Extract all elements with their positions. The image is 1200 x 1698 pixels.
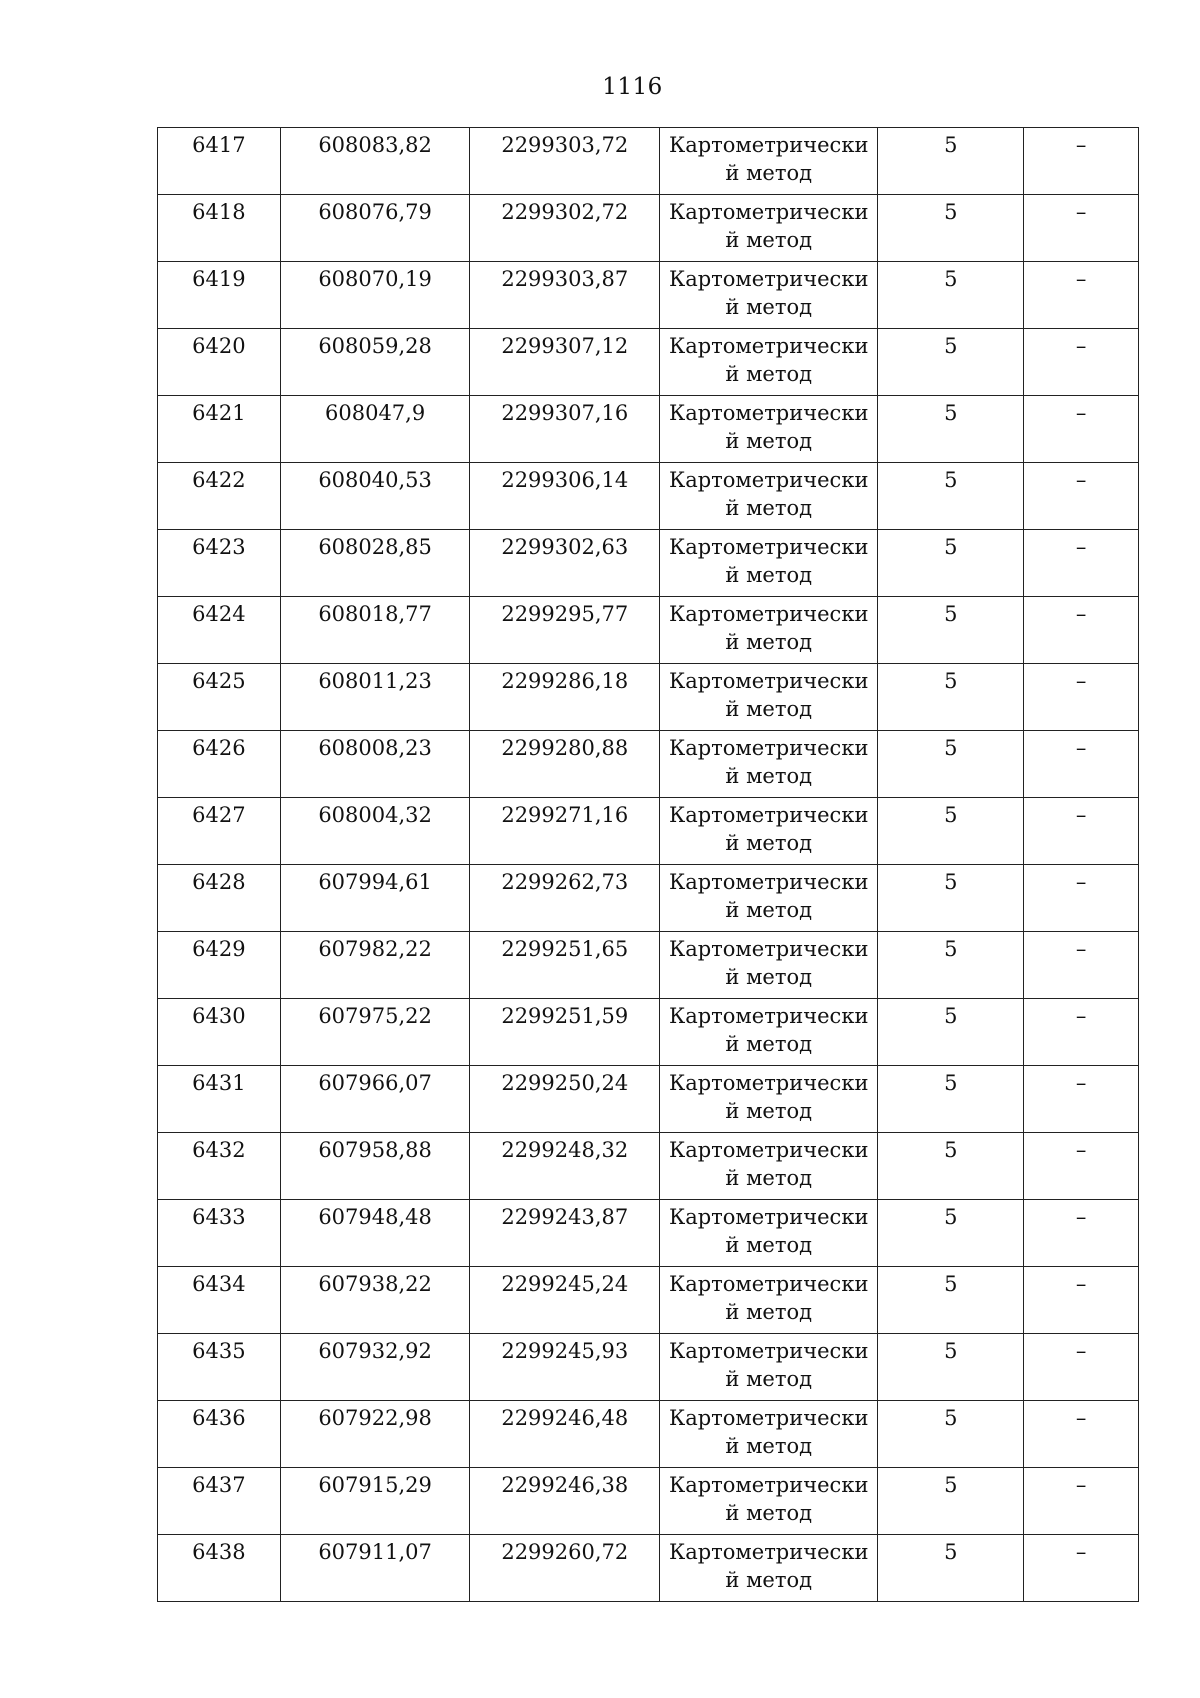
note-cell: – bbox=[1024, 1468, 1139, 1535]
y-coordinate-cell: 2299248,32 bbox=[470, 1133, 660, 1200]
page-number: 1116 bbox=[602, 74, 663, 100]
method-cell: Картометрически й метод bbox=[660, 1334, 878, 1401]
x-coordinate-cell: 608028,85 bbox=[280, 530, 470, 597]
note-cell: – bbox=[1024, 731, 1139, 798]
y-coordinate-cell: 2299262,73 bbox=[470, 865, 660, 932]
note-cell: – bbox=[1024, 1334, 1139, 1401]
x-coordinate-cell: 608083,82 bbox=[280, 128, 470, 195]
table-row bbox=[158, 396, 1139, 463]
note-cell: – bbox=[1024, 798, 1139, 865]
precision-cell: 5 bbox=[878, 1401, 1024, 1468]
method-cell: Картометрически й метод bbox=[660, 865, 878, 932]
method-cell: Картометрически й метод bbox=[660, 1535, 878, 1602]
note-cell: – bbox=[1024, 597, 1139, 664]
precision-cell: 5 bbox=[878, 195, 1024, 262]
note-cell: – bbox=[1024, 999, 1139, 1066]
point-number-cell: 6422 bbox=[158, 463, 281, 530]
method-cell: Картометрически й метод bbox=[660, 664, 878, 731]
y-coordinate-cell: 2299295,77 bbox=[470, 597, 660, 664]
y-coordinate-cell: 2299260,72 bbox=[470, 1535, 660, 1602]
x-coordinate-cell: 607966,07 bbox=[280, 1066, 470, 1133]
table-row bbox=[158, 128, 1139, 195]
table-row bbox=[158, 1267, 1139, 1334]
method-cell: Картометрически й метод bbox=[660, 128, 878, 195]
point-number-cell: 6417 bbox=[158, 128, 281, 195]
table-row bbox=[158, 664, 1139, 731]
y-coordinate-cell: 2299245,24 bbox=[470, 1267, 660, 1334]
method-cell: Картометрически й метод bbox=[660, 932, 878, 999]
x-coordinate-cell: 607975,22 bbox=[280, 999, 470, 1066]
table-row bbox=[158, 865, 1139, 932]
y-coordinate-cell: 2299303,87 bbox=[470, 262, 660, 329]
table-row bbox=[158, 1334, 1139, 1401]
y-coordinate-cell: 2299246,38 bbox=[470, 1468, 660, 1535]
point-number-cell: 6438 bbox=[158, 1535, 281, 1602]
precision-cell: 5 bbox=[878, 932, 1024, 999]
note-cell: – bbox=[1024, 664, 1139, 731]
x-coordinate-cell: 607958,88 bbox=[280, 1133, 470, 1200]
method-cell: Картометрически й метод bbox=[660, 329, 878, 396]
x-coordinate-cell: 608040,53 bbox=[280, 463, 470, 530]
table-row bbox=[158, 1535, 1139, 1602]
method-cell: Картометрически й метод bbox=[660, 1267, 878, 1334]
method-cell: Картометрически й метод bbox=[660, 731, 878, 798]
method-cell: Картометрически й метод bbox=[660, 195, 878, 262]
table-row bbox=[158, 1133, 1139, 1200]
x-coordinate-cell: 608008,23 bbox=[280, 731, 470, 798]
x-coordinate-cell: 608018,77 bbox=[280, 597, 470, 664]
note-cell: – bbox=[1024, 932, 1139, 999]
y-coordinate-cell: 2299243,87 bbox=[470, 1200, 660, 1267]
method-cell: Картометрически й метод bbox=[660, 1401, 878, 1468]
note-cell: – bbox=[1024, 329, 1139, 396]
y-coordinate-cell: 2299306,14 bbox=[470, 463, 660, 530]
y-coordinate-cell: 2299271,16 bbox=[470, 798, 660, 865]
point-number-cell: 6425 bbox=[158, 664, 281, 731]
point-number-cell: 6426 bbox=[158, 731, 281, 798]
point-number-cell: 6428 bbox=[158, 865, 281, 932]
note-cell: – bbox=[1024, 1066, 1139, 1133]
precision-cell: 5 bbox=[878, 463, 1024, 530]
precision-cell: 5 bbox=[878, 999, 1024, 1066]
x-coordinate-cell: 607915,29 bbox=[280, 1468, 470, 1535]
point-number-cell: 6431 bbox=[158, 1066, 281, 1133]
precision-cell: 5 bbox=[878, 329, 1024, 396]
point-number-cell: 6421 bbox=[158, 396, 281, 463]
x-coordinate-cell: 608047,9 bbox=[280, 396, 470, 463]
method-cell: Картометрически й метод bbox=[660, 396, 878, 463]
precision-cell: 5 bbox=[878, 1133, 1024, 1200]
y-coordinate-cell: 2299302,72 bbox=[470, 195, 660, 262]
x-coordinate-cell: 608059,28 bbox=[280, 329, 470, 396]
precision-cell: 5 bbox=[878, 128, 1024, 195]
precision-cell: 5 bbox=[878, 1066, 1024, 1133]
x-coordinate-cell: 607922,98 bbox=[280, 1401, 470, 1468]
precision-cell: 5 bbox=[878, 1468, 1024, 1535]
point-number-cell: 6423 bbox=[158, 530, 281, 597]
table-row bbox=[158, 1468, 1139, 1535]
table-row bbox=[158, 932, 1139, 999]
precision-cell: 5 bbox=[878, 798, 1024, 865]
x-coordinate-cell: 607994,61 bbox=[280, 865, 470, 932]
point-number-cell: 6432 bbox=[158, 1133, 281, 1200]
point-number-cell: 6427 bbox=[158, 798, 281, 865]
precision-cell: 5 bbox=[878, 530, 1024, 597]
precision-cell: 5 bbox=[878, 597, 1024, 664]
method-cell: Картометрически й метод bbox=[660, 1133, 878, 1200]
x-coordinate-cell: 607932,92 bbox=[280, 1334, 470, 1401]
note-cell: – bbox=[1024, 865, 1139, 932]
precision-cell: 5 bbox=[878, 731, 1024, 798]
precision-cell: 5 bbox=[878, 865, 1024, 932]
y-coordinate-cell: 2299307,16 bbox=[470, 396, 660, 463]
method-cell: Картометрически й метод bbox=[660, 999, 878, 1066]
table-row bbox=[158, 1066, 1139, 1133]
table-row bbox=[158, 731, 1139, 798]
x-coordinate-cell: 608011,23 bbox=[280, 664, 470, 731]
y-coordinate-cell: 2299245,93 bbox=[470, 1334, 660, 1401]
point-number-cell: 6434 bbox=[158, 1267, 281, 1334]
method-cell: Картометрически й метод bbox=[660, 463, 878, 530]
point-number-cell: 6424 bbox=[158, 597, 281, 664]
table-row bbox=[158, 597, 1139, 664]
y-coordinate-cell: 2299250,24 bbox=[470, 1066, 660, 1133]
precision-cell: 5 bbox=[878, 1200, 1024, 1267]
point-number-cell: 6435 bbox=[158, 1334, 281, 1401]
point-number-cell: 6436 bbox=[158, 1401, 281, 1468]
table-row bbox=[158, 195, 1139, 262]
point-number-cell: 6418 bbox=[158, 195, 281, 262]
y-coordinate-cell: 2299251,59 bbox=[470, 999, 660, 1066]
x-coordinate-cell: 607982,22 bbox=[280, 932, 470, 999]
table-row bbox=[158, 530, 1139, 597]
table-row bbox=[158, 1401, 1139, 1468]
coordinates-table-body bbox=[158, 128, 1139, 1602]
table-row bbox=[158, 798, 1139, 865]
method-cell: Картометрически й метод bbox=[660, 1468, 878, 1535]
method-cell: Картометрически й метод bbox=[660, 597, 878, 664]
precision-cell: 5 bbox=[878, 1267, 1024, 1334]
note-cell: – bbox=[1024, 1133, 1139, 1200]
method-cell: Картометрически й метод bbox=[660, 798, 878, 865]
y-coordinate-cell: 2299302,63 bbox=[470, 530, 660, 597]
note-cell: – bbox=[1024, 262, 1139, 329]
precision-cell: 5 bbox=[878, 1334, 1024, 1401]
x-coordinate-cell: 608004,32 bbox=[280, 798, 470, 865]
point-number-cell: 6433 bbox=[158, 1200, 281, 1267]
note-cell: – bbox=[1024, 1267, 1139, 1334]
y-coordinate-cell: 2299307,12 bbox=[470, 329, 660, 396]
note-cell: – bbox=[1024, 1401, 1139, 1468]
table-row bbox=[158, 1200, 1139, 1267]
precision-cell: 5 bbox=[878, 1535, 1024, 1602]
note-cell: – bbox=[1024, 1535, 1139, 1602]
x-coordinate-cell: 607938,22 bbox=[280, 1267, 470, 1334]
x-coordinate-cell: 607948,48 bbox=[280, 1200, 470, 1267]
table-row bbox=[158, 262, 1139, 329]
x-coordinate-cell: 608070,19 bbox=[280, 262, 470, 329]
table-row bbox=[158, 999, 1139, 1066]
table-row bbox=[158, 329, 1139, 396]
point-number-cell: 6419 bbox=[158, 262, 281, 329]
method-cell: Картометрически й метод bbox=[660, 262, 878, 329]
point-number-cell: 6437 bbox=[158, 1468, 281, 1535]
note-cell: – bbox=[1024, 530, 1139, 597]
precision-cell: 5 bbox=[878, 396, 1024, 463]
note-cell: – bbox=[1024, 463, 1139, 530]
point-number-cell: 6430 bbox=[158, 999, 281, 1066]
y-coordinate-cell: 2299246,48 bbox=[470, 1401, 660, 1468]
method-cell: Картометрически й метод bbox=[660, 1200, 878, 1267]
point-number-cell: 6429 bbox=[158, 932, 281, 999]
method-cell: Картометрически й метод bbox=[660, 530, 878, 597]
note-cell: – bbox=[1024, 195, 1139, 262]
coordinates-table bbox=[157, 127, 1139, 1602]
x-coordinate-cell: 607911,07 bbox=[280, 1535, 470, 1602]
note-cell: – bbox=[1024, 1200, 1139, 1267]
precision-cell: 5 bbox=[878, 262, 1024, 329]
note-cell: – bbox=[1024, 128, 1139, 195]
y-coordinate-cell: 2299280,88 bbox=[470, 731, 660, 798]
y-coordinate-cell: 2299251,65 bbox=[470, 932, 660, 999]
table-row bbox=[158, 463, 1139, 530]
note-cell: – bbox=[1024, 396, 1139, 463]
method-cell: Картометрически й метод bbox=[660, 1066, 878, 1133]
precision-cell: 5 bbox=[878, 664, 1024, 731]
point-number-cell: 6420 bbox=[158, 329, 281, 396]
y-coordinate-cell: 2299303,72 bbox=[470, 128, 660, 195]
y-coordinate-cell: 2299286,18 bbox=[470, 664, 660, 731]
x-coordinate-cell: 608076,79 bbox=[280, 195, 470, 262]
